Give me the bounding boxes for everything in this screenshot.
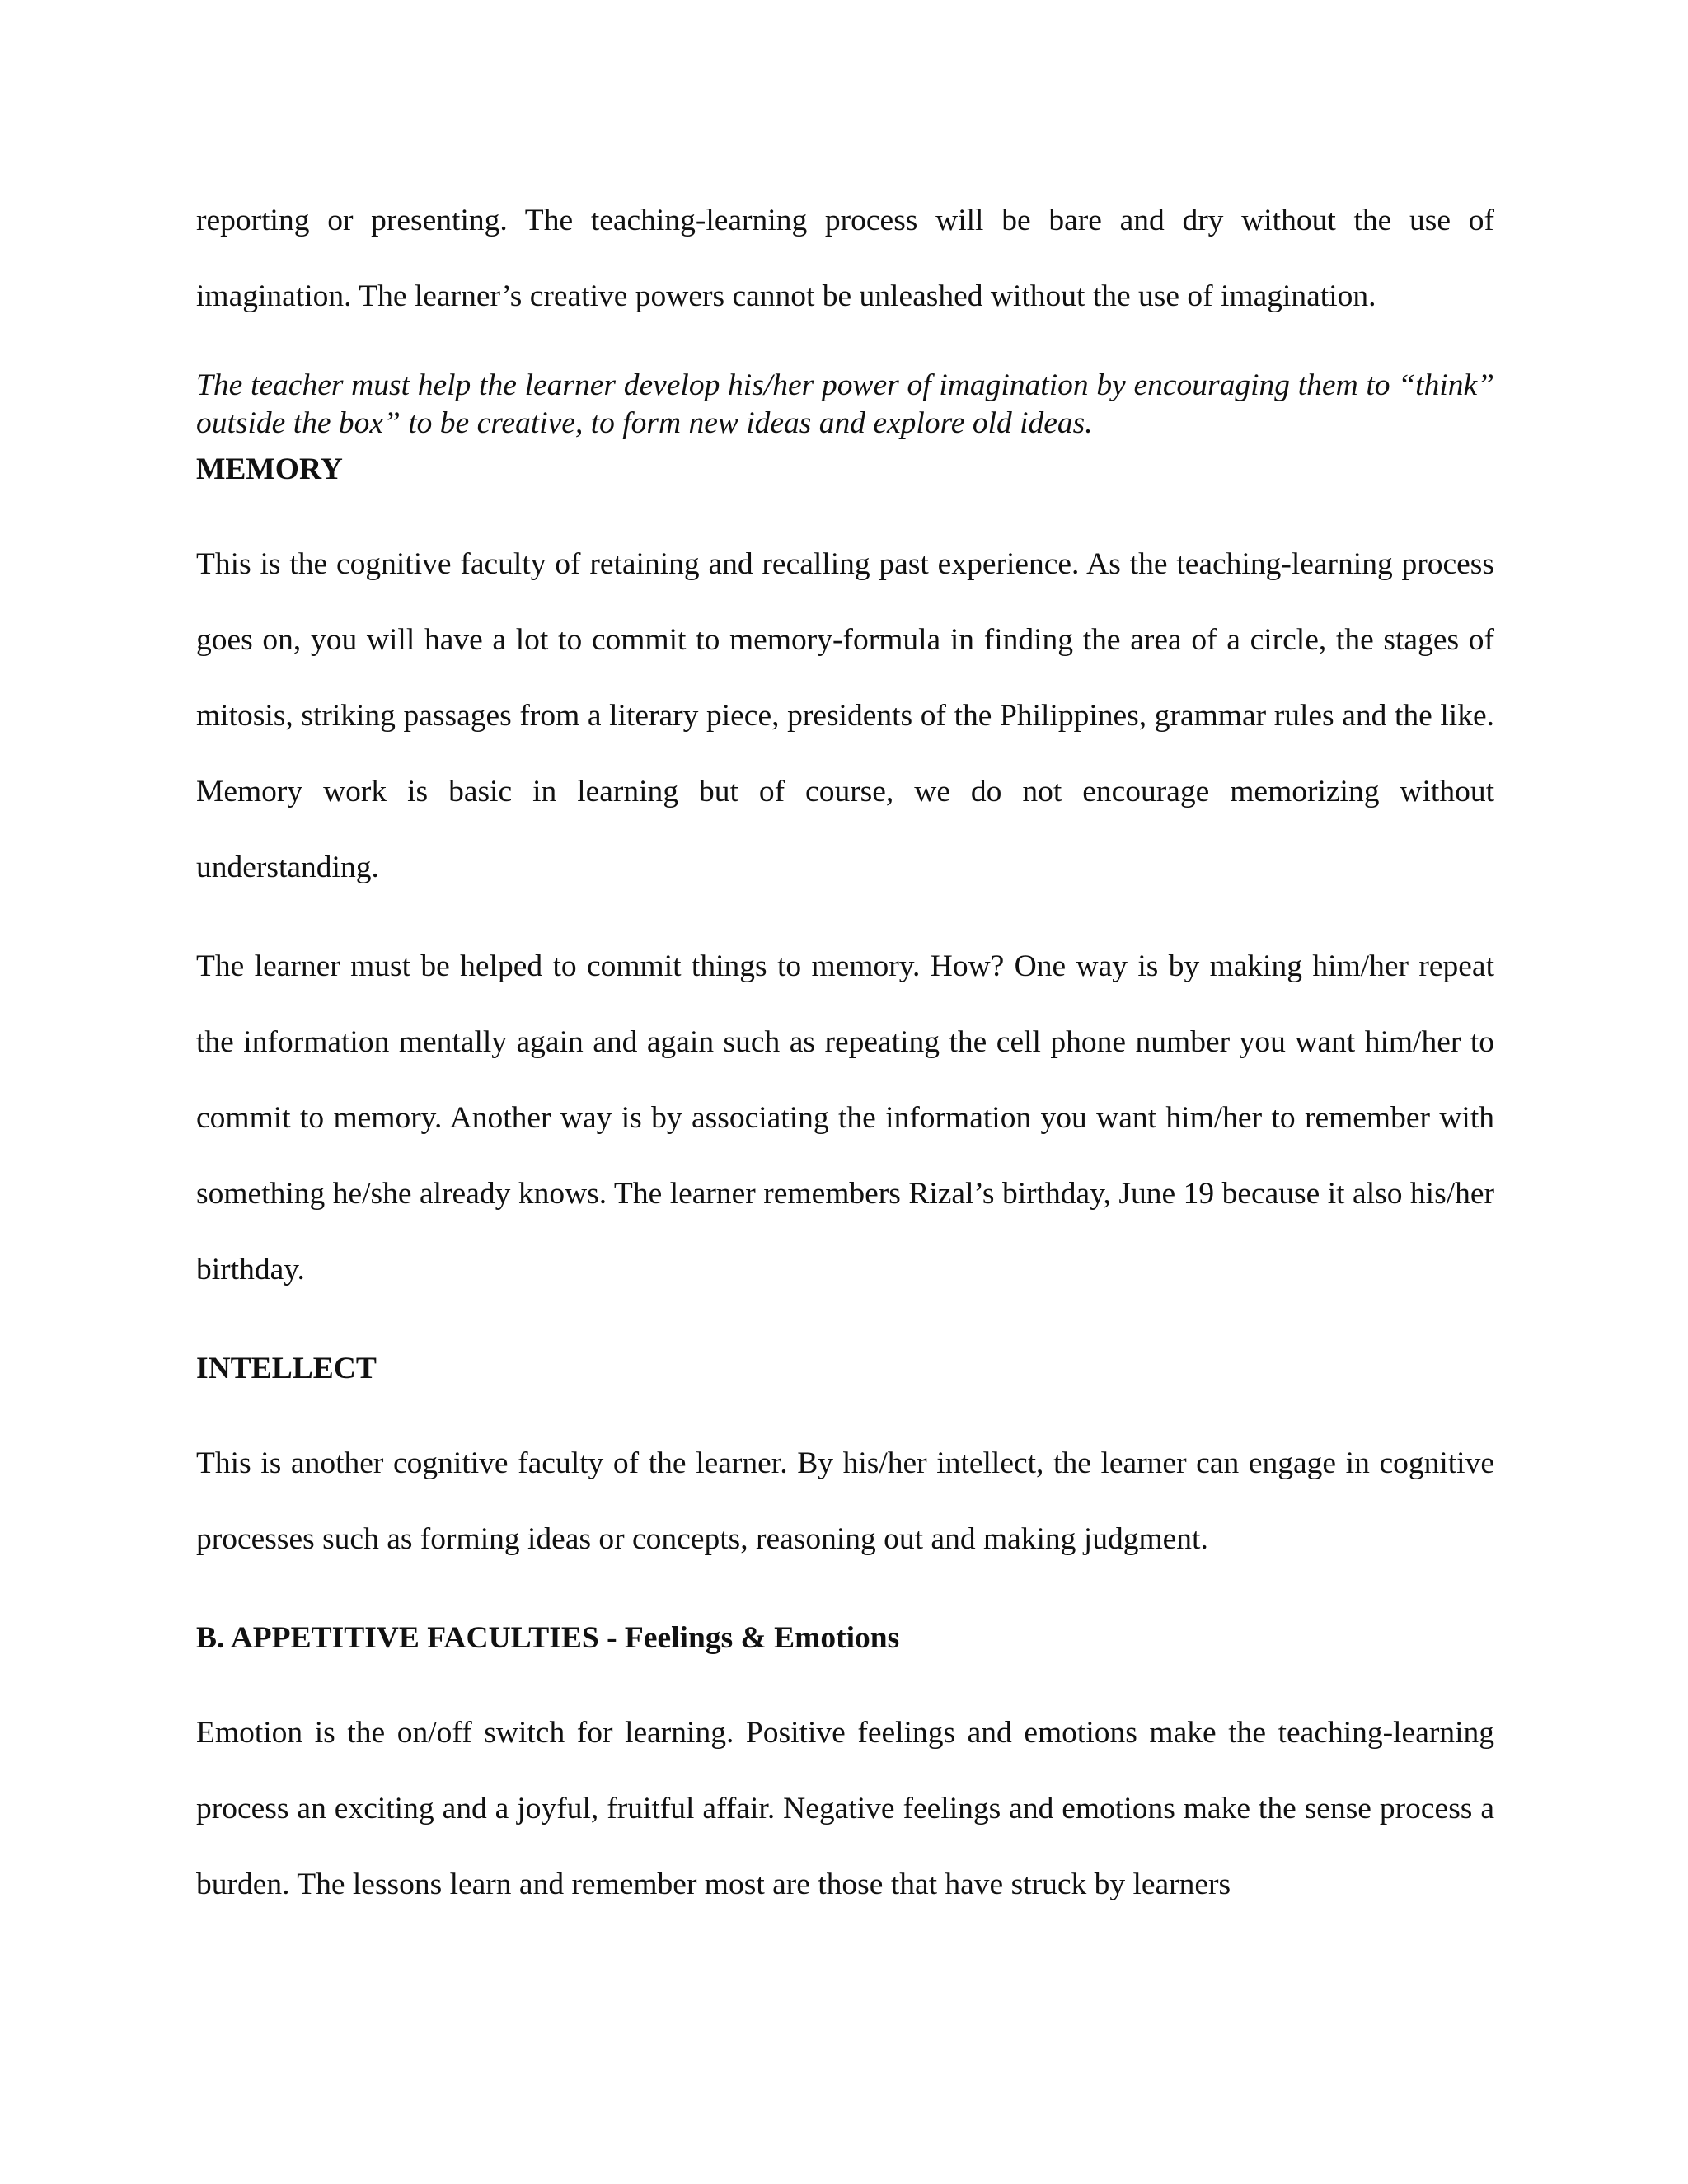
heading-memory: MEMORY bbox=[196, 452, 343, 486]
italic-note: The teacher must help the learner develop his/her power of imagination by encouraging them to “think” outside the box” to be creative, to form new ideas and explore old ideas. bbox=[196, 368, 1494, 440]
heading-intellect: INTELLECT bbox=[196, 1352, 377, 1385]
page-content bbox=[196, 183, 1494, 1923]
heading-appetitive-faculties: B. APPETITIVE FACULTIES - Feelings & Emotions bbox=[196, 1621, 900, 1655]
paragraph-memory-definition: This is the cognitive faculty of retaining and recalling past experience. As the teaching-learning process goes on, you will have a lot to commit to memory-formula in finding the area of a circle, the stages of mitosis, striking passages from a literary piece, presidents of the Philippines, grammar rules and the like. Memory work is basic in learning but of course, we do not encourage memorizing without understanding. bbox=[196, 547, 1494, 884]
paragraph-memory-techniques: The learner must be helped to commit things to memory. How? One way is by making him/her repeat the information mentally again and again such as repeating the cell phone number you want him/her to commit to memory. Another way is by associating the information you want him/her to remember with something he/she already knows. The learner remembers Rizal’s birthday, June 19 because it also his/her birthday. bbox=[196, 949, 1494, 1286]
paragraph-intellect: This is another cognitive faculty of the learner. By his/her intellect, the learner can engage in cognitive processes such as forming ideas or concepts, reasoning out and making judgment. bbox=[196, 1446, 1494, 1556]
paragraph-appetitive: Emotion is the on/off switch for learning. Positive feelings and emotions make the teaching-learning process an exciting and a joyful, fruitful affair. Negative feelings and emotions make the sense process a burden. The lessons learn and remember most are those that have struck by learners bbox=[196, 1716, 1494, 1901]
paragraph-imagination: reporting or presenting. The teaching-learning process will be bare and dry without the use of imagination. The learner’s creative powers cannot be unleashed without the use of imagination. bbox=[196, 204, 1494, 313]
